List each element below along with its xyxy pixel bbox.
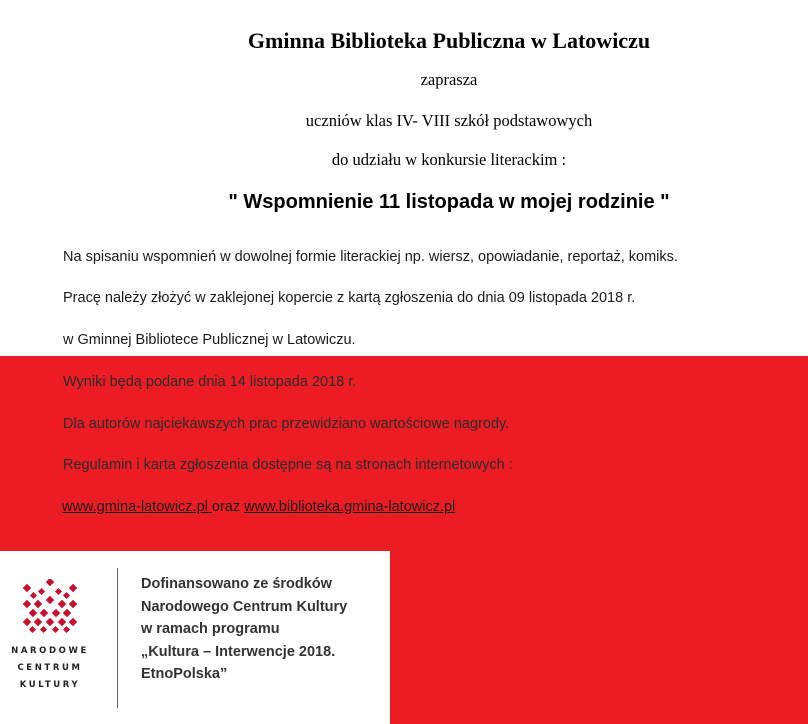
nck-line-3: KULTURY [19,680,81,690]
paragraph-location: w Gminnej Bibliotece Publicznej w Latowiczu. [63,332,356,348]
link-gmina[interactable]: www.gmina-latowicz.pl [62,499,212,515]
funding-line-2: Narodowego Centrum Kultury [141,598,348,615]
nck-logo-text [4,643,96,694]
audience-line: uczniów klas IV- VIII szkół podstawowych [305,111,593,130]
funding-line-1: Dofinansowano ze środków [141,576,332,592]
paragraph-deadline: Pracę należy złożyć w zaklejonej kopercie z kartą zgłoszenia do dnia 09 listopada 2018 r. [63,290,636,306]
funding-line-4: „Kultura – Interwencje 2018. [141,643,336,660]
invite-line: zaprasza [420,70,478,89]
paragraph-prizes: Dla autorów najciekawszych prac przewidziano wartościowe nagrody. [63,416,510,432]
funding-footer [0,551,390,724]
funding-line-3: w ramach programu [141,621,280,637]
contest-intro-line: do udziału w konkursie literackim : [331,150,567,169]
paragraph-form: Na spisaniu wspomnień w dowolnej formie literackiej np. wiersz, opowiadanie, reportaż, komiks. [63,249,678,265]
link-biblioteka[interactable]: www.biblioteka.gmina-latowicz.pl [244,499,456,515]
paragraph-results: Wyniki będą podane dnia 14 listopada 2018 r. [63,374,357,390]
library-name-title: Gminna Biblioteka Publiczna w Latowiczu [247,28,651,53]
links-connector: oraz [211,499,245,515]
nck-line-1: NARODOWE [11,646,89,656]
links-line [62,499,455,515]
funding-line-5: EtnoPolska” [141,666,228,682]
crown-icon [22,579,78,635]
nck-line-2: CENTRUM [17,663,83,673]
paragraph-rules: Regulamin i karta zgłoszenia dostępne są na stronach internetowych : [63,457,513,473]
funding-statement [141,573,381,686]
contest-title: " Wspomnienie 11 listopada w mojej rodzinie " [228,191,670,213]
footer-divider [117,568,118,708]
